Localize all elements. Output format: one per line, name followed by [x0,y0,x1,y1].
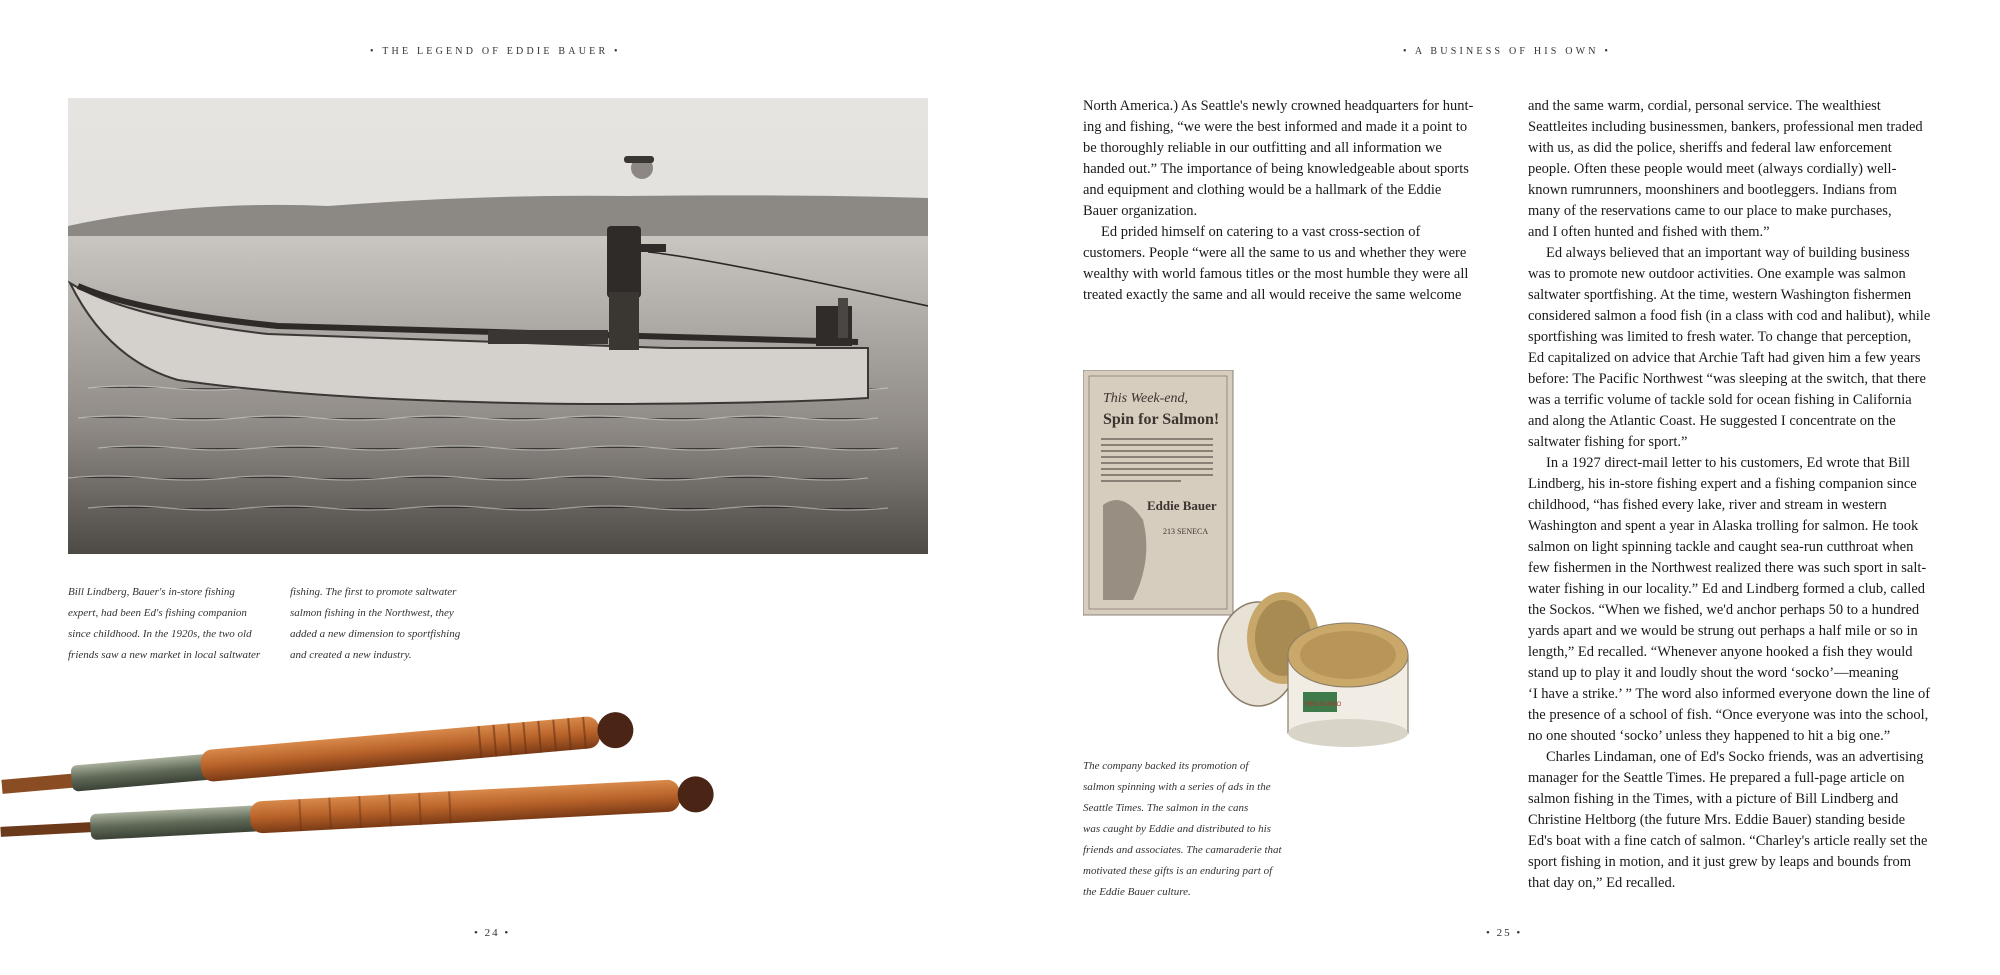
text-line: manager for the Seattle Times. He prepared a full-page article on [1528,770,1905,786]
text-line: water fishing in our locality.” Ed and Lindberg formed a club, called [1528,581,1926,597]
page-number-right: • 25 • [1486,927,1523,939]
text-line: and equipment and clothing would be a hallmark of the Eddie [1083,182,1442,198]
salmon-ad-and-cans-image [1083,370,1433,760]
text-line: before: The Pacific Northwest “was sleeping at the switch, that there [1528,371,1926,387]
text-line: saltwater fishing for sport.” [1528,434,1688,450]
text-line: Ed always believed that an important way of building business [1546,245,1910,261]
body-column-2 [1528,96,1968,894]
caption-line: salmon spinning with a series of ads in the [1083,781,1271,793]
paragraph [1083,222,1503,306]
caption-line: motivated these gifts is an enduring part of [1083,865,1273,877]
text-line: Charles Lindaman, one of Ed's Socko friends, was an advertising [1546,749,1924,765]
text-line: In a 1927 direct-mail letter to his customers, Ed wrote that Bill [1546,455,1911,471]
text-line: and the same warm, cordial, personal service. The wealthiest [1528,98,1881,114]
page-number-left: • 24 • [474,927,511,939]
ad-brand: Eddie Bauer [1147,498,1217,513]
text-line: Seattleites including businessmen, bankers, professional men traded [1528,119,1923,135]
text-line: was a terrific volume of tackle sold for ocean fishing in California [1528,392,1912,408]
caption-line: Bill Lindberg, Bauer's in-store fishing [68,586,235,598]
caption-line: expert, had been Ed's fishing companion [68,607,247,619]
paragraph [1528,453,1968,747]
paragraph [1528,747,1968,894]
caption-line: The company backed its promotion of [1083,760,1249,772]
text-line: ing and fishing, “we were the best informed and made it a point to [1083,119,1468,135]
caption-line: friends saw a new market in local saltwater [68,649,261,661]
text-line: stand up to play it and loudly shout the word ‘socko’—meaning [1528,665,1899,681]
text-line: considered salmon a food fish (in a class with cod and halibut), while [1528,308,1931,324]
caption-line: fishing. The first to promote saltwater [290,586,457,598]
text-line: yards apart and we would be strung out perhaps a half mile or so in [1528,623,1918,639]
text-line: the presence of a school of fish. “Once everyone was into the school, [1528,707,1929,723]
caption-line: the Eddie Bauer culture. [1083,886,1191,898]
text-line: handed out.” The importance of being knowledgeable about sports [1083,161,1469,177]
paragraph [1528,96,1968,243]
ad-headline-2: Spin for Salmon! [1103,411,1220,428]
text-line: sport fishing in motion, and it just grew by leaps and bounds from [1528,854,1912,870]
caption-line: Seattle Times. The salmon in the cans [1083,802,1249,814]
caption-line: and created a new industry. [290,649,412,661]
text-line: Washington and spent a year in Alaska trolling for salmon. He took [1528,518,1919,534]
paragraph [1528,243,1968,453]
running-head-left: • THE LEGEND OF EDDIE BAUER • [370,46,621,57]
photo-caption-col1 [68,582,278,666]
caption-line: salmon fishing in the Northwest, they [290,607,454,619]
text-line: length,” Ed recalled. “Whenever anyone hooked a fish they would [1528,644,1913,660]
text-line: ‘I have a strike.’ ” The word also informed everyone down the line of [1528,686,1931,702]
text-line: salmon on light spinning tackle and caught sea-run cutthroat when [1528,539,1914,555]
caption-line: added a new dimension to sportfishing [290,628,461,640]
ad-caption [1083,756,1303,903]
can-label: RED KUNGO [1305,702,1342,708]
paragraph [1083,96,1503,222]
caption-line: since childhood. In the 1920s, the two old [68,628,252,640]
text-line: Ed prided himself on catering to a vast cross-section of [1101,224,1421,240]
text-line: Ed capitalized on advice that Archie Taft had given him a few years [1528,350,1921,366]
text-line: saltwater sportfishing. At the time, western Washington fishermen [1528,287,1912,303]
text-line: and along the Atlantic Coast. He suggested I concentrate on the [1528,413,1896,429]
text-line: Ed's boat with a fine catch of salmon. “Charley's article really set the [1528,833,1928,849]
text-line: with us, as did the police, sheriffs and federal law enforcement [1528,140,1892,156]
text-line: few fishermen in the Northwest realized there was such sport in salt- [1528,560,1927,576]
text-line: North America.) As Seattle's newly crowned headquarters for hunt- [1083,98,1474,114]
text-line: salmon fishing in the Times, with a picture of Bill Lindberg and [1528,791,1899,807]
text-line: customers. People “were all the same to us and whether they were [1083,245,1467,261]
boat-fishing-photo [68,98,928,554]
text-line: treated exactly the same and all would receive the same welcome [1083,287,1462,303]
text-line: childhood, “has fished every lake, river and stream in western [1528,497,1887,513]
running-head-right: • A BUSINESS OF HIS OWN • [1403,46,1612,57]
text-line: was to promote new outdoor activities. One example was salmon [1528,266,1906,282]
photo-caption-col2 [290,582,500,666]
text-line: wealthy with world famous titles or the most humble they were all [1083,266,1469,282]
text-line: Bauer organization. [1083,203,1198,219]
caption-line: friends and associates. The camaraderie that [1083,844,1282,856]
text-line: Christine Heltborg (the future Mrs. Eddie Bauer) standing beside [1528,812,1906,828]
ad-address: 213 SENECA [1163,527,1209,536]
text-line: and I often hunted and fished with them.” [1528,224,1770,240]
text-line: no one shouted ‘socko’ unless they happened to hit a big one.” [1528,728,1891,744]
text-line: Lindberg, his in-store fishing expert and a fishing companion since [1528,476,1917,492]
text-line: be thoroughly reliable in our outfitting and all information we [1083,140,1442,156]
text-line: the Sockos. “When we fished, we'd anchor perhaps 50 to a hundred [1528,602,1920,618]
text-line: people. Often these people would meet (always cordially) well- [1528,161,1897,177]
text-line: known rumrunners, moonshiners and bootleggers. Indians from [1528,182,1897,198]
body-column-1 [1083,96,1503,306]
text-line: that day on,” Ed recalled. [1528,875,1676,891]
text-line: sportfishing was limited to fresh water. To change that perception, [1528,329,1912,345]
caption-line: was caught by Eddie and distributed to his [1083,823,1271,835]
fishing-rod-handles-image [0,700,800,840]
text-line: many of the reservations came to our place to make purchases, [1528,203,1892,219]
ad-headline-1: This Week-end, [1103,391,1189,406]
